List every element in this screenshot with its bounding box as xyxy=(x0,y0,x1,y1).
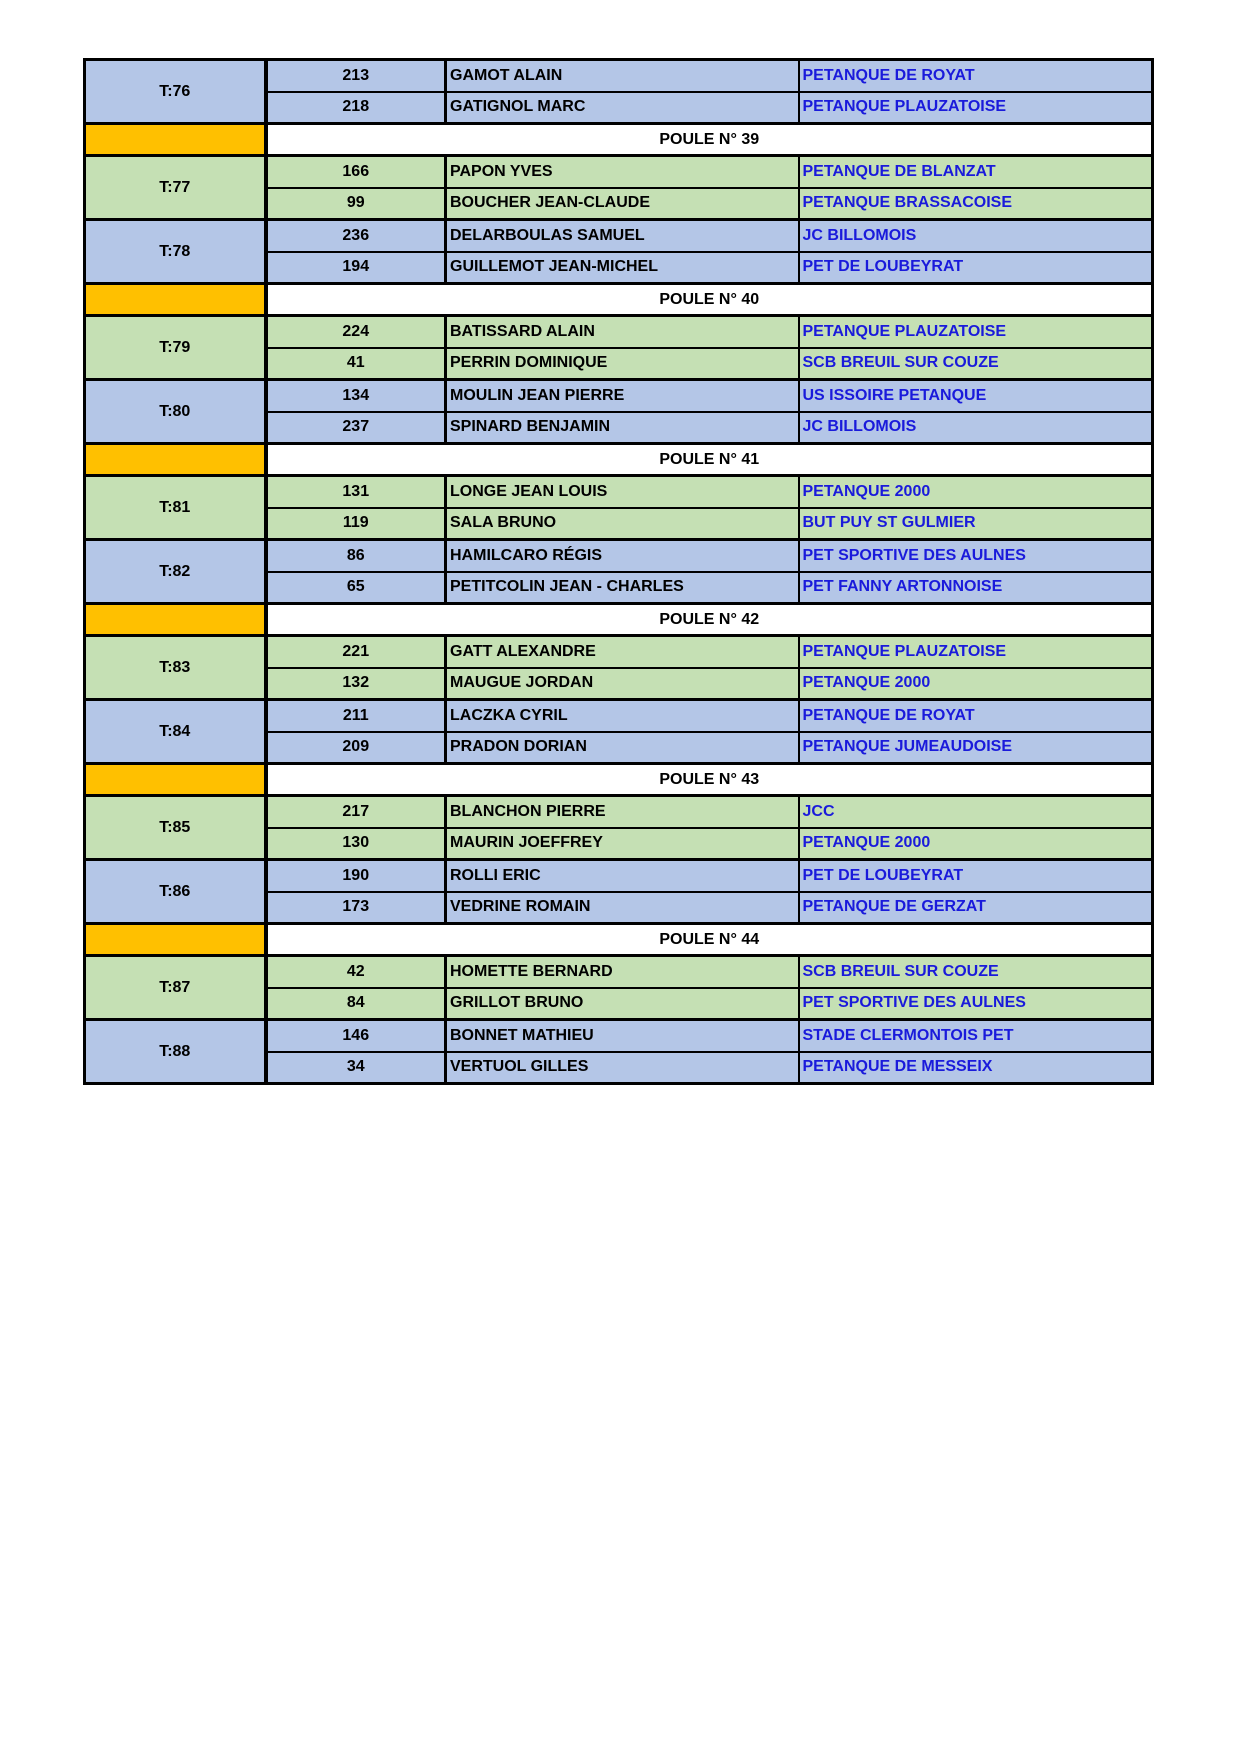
player-number: 166 xyxy=(266,156,446,188)
player-club: PETANQUE PLAUZATOISE xyxy=(799,92,1153,124)
player-club: PETANQUE BRASSACOISE xyxy=(799,188,1153,220)
poule-header-row xyxy=(85,124,1153,156)
player-number: 190 xyxy=(266,860,446,892)
player-number: 209 xyxy=(266,732,446,764)
player-number: 132 xyxy=(266,668,446,700)
player-row xyxy=(85,380,1153,412)
player-name: GAMOT ALAIN xyxy=(446,60,799,92)
player-name: GRILLOT BRUNO xyxy=(446,988,799,1020)
player-row xyxy=(85,316,1153,348)
player-name: PAPON YVES xyxy=(446,156,799,188)
poule-title: POULE N° 39 xyxy=(266,124,1153,156)
poule-header-row xyxy=(85,764,1153,796)
player-row xyxy=(85,860,1153,892)
poule-header-row xyxy=(85,604,1153,636)
player-name: MOULIN JEAN PIERRE xyxy=(446,380,799,412)
player-club: PETANQUE DE MESSEIX xyxy=(799,1052,1153,1084)
player-club: PET FANNY ARTONNOISE xyxy=(799,572,1153,604)
poule-table xyxy=(83,58,1154,1085)
team-label: T:85 xyxy=(85,796,266,860)
player-name: BLANCHON PIERRE xyxy=(446,796,799,828)
player-number: 42 xyxy=(266,956,446,988)
player-name: BONNET MATHIEU xyxy=(446,1020,799,1052)
player-club: PETANQUE DE GERZAT xyxy=(799,892,1153,924)
player-name: VEDRINE ROMAIN xyxy=(446,892,799,924)
poule-title: POULE N° 42 xyxy=(266,604,1153,636)
team-label: T:87 xyxy=(85,956,266,1020)
poule-title: POULE N° 40 xyxy=(266,284,1153,316)
team-label: T:83 xyxy=(85,636,266,700)
team-label: T:86 xyxy=(85,860,266,924)
player-club: PET SPORTIVE DES AULNES xyxy=(799,540,1153,572)
player-name: HOMETTE BERNARD xyxy=(446,956,799,988)
player-number: 146 xyxy=(266,1020,446,1052)
player-number: 236 xyxy=(266,220,446,252)
player-number: 211 xyxy=(266,700,446,732)
poule-title: POULE N° 41 xyxy=(266,444,1153,476)
player-club: PET SPORTIVE DES AULNES xyxy=(799,988,1153,1020)
poule-title: POULE N° 44 xyxy=(266,924,1153,956)
team-label: T:79 xyxy=(85,316,266,380)
player-club: SCB BREUIL SUR COUZE xyxy=(799,348,1153,380)
player-number: 217 xyxy=(266,796,446,828)
player-number: 224 xyxy=(266,316,446,348)
team-label: T:82 xyxy=(85,540,266,604)
player-row xyxy=(85,60,1153,92)
player-name: ROLLI ERIC xyxy=(446,860,799,892)
poule-marker xyxy=(85,124,266,156)
team-label: T:80 xyxy=(85,380,266,444)
player-row xyxy=(85,156,1153,188)
poule-marker xyxy=(85,444,266,476)
player-club: PETANQUE 2000 xyxy=(799,668,1153,700)
player-number: 134 xyxy=(266,380,446,412)
player-number: 221 xyxy=(266,636,446,668)
player-club: PETANQUE 2000 xyxy=(799,476,1153,508)
player-club: PETANQUE JUMEAUDOISE xyxy=(799,732,1153,764)
player-club: PETANQUE DE BLANZAT xyxy=(799,156,1153,188)
poule-marker xyxy=(85,764,266,796)
player-name: SALA BRUNO xyxy=(446,508,799,540)
team-label: T:81 xyxy=(85,476,266,540)
player-club: PET DE LOUBEYRAT xyxy=(799,252,1153,284)
team-label: T:78 xyxy=(85,220,266,284)
player-name: BATISSARD ALAIN xyxy=(446,316,799,348)
player-club: PETANQUE DE ROYAT xyxy=(799,700,1153,732)
player-name: HAMILCARO RÉGIS xyxy=(446,540,799,572)
player-row xyxy=(85,956,1153,988)
player-number: 131 xyxy=(266,476,446,508)
player-name: DELARBOULAS SAMUEL xyxy=(446,220,799,252)
player-number: 130 xyxy=(266,828,446,860)
player-name: GUILLEMOT JEAN-MICHEL xyxy=(446,252,799,284)
player-name: PRADON DORIAN xyxy=(446,732,799,764)
player-club: JC BILLOMOIS xyxy=(799,220,1153,252)
player-name: GATIGNOL MARC xyxy=(446,92,799,124)
player-number: 237 xyxy=(266,412,446,444)
player-number: 65 xyxy=(266,572,446,604)
player-row xyxy=(85,1020,1153,1052)
player-club: PETANQUE 2000 xyxy=(799,828,1153,860)
player-club: STADE CLERMONTOIS PET xyxy=(799,1020,1153,1052)
team-label: T:88 xyxy=(85,1020,266,1084)
draw-sheet xyxy=(83,58,1151,1085)
poule-title: POULE N° 43 xyxy=(266,764,1153,796)
poule-header-row xyxy=(85,284,1153,316)
player-number: 194 xyxy=(266,252,446,284)
player-club: PET DE LOUBEYRAT xyxy=(799,860,1153,892)
player-number: 119 xyxy=(266,508,446,540)
player-number: 41 xyxy=(266,348,446,380)
poule-marker xyxy=(85,604,266,636)
player-club: PETANQUE DE ROYAT xyxy=(799,60,1153,92)
player-name: VERTUOL GILLES xyxy=(446,1052,799,1084)
player-club: US ISSOIRE PETANQUE xyxy=(799,380,1153,412)
player-name: SPINARD BENJAMIN xyxy=(446,412,799,444)
player-club: PETANQUE PLAUZATOISE xyxy=(799,316,1153,348)
player-name: PETITCOLIN JEAN - CHARLES xyxy=(446,572,799,604)
player-number: 86 xyxy=(266,540,446,572)
player-club: JCC xyxy=(799,796,1153,828)
player-name: GATT ALEXANDRE xyxy=(446,636,799,668)
player-club: JC BILLOMOIS xyxy=(799,412,1153,444)
player-row xyxy=(85,220,1153,252)
poule-marker xyxy=(85,924,266,956)
player-name: LONGE JEAN LOUIS xyxy=(446,476,799,508)
player-name: LACZKA CYRIL xyxy=(446,700,799,732)
player-club: PETANQUE PLAUZATOISE xyxy=(799,636,1153,668)
player-row xyxy=(85,540,1153,572)
poule-header-row xyxy=(85,444,1153,476)
player-row xyxy=(85,476,1153,508)
player-number: 84 xyxy=(266,988,446,1020)
team-label: T:84 xyxy=(85,700,266,764)
player-row xyxy=(85,636,1153,668)
player-number: 213 xyxy=(266,60,446,92)
player-number: 218 xyxy=(266,92,446,124)
team-label: T:76 xyxy=(85,60,266,124)
player-name: BOUCHER JEAN-CLAUDE xyxy=(446,188,799,220)
player-number: 173 xyxy=(266,892,446,924)
player-name: PERRIN DOMINIQUE xyxy=(446,348,799,380)
player-number: 34 xyxy=(266,1052,446,1084)
poule-header-row xyxy=(85,924,1153,956)
player-name: MAUGUE JORDAN xyxy=(446,668,799,700)
player-name: MAURIN JOEFFREY xyxy=(446,828,799,860)
player-club: SCB BREUIL SUR COUZE xyxy=(799,956,1153,988)
player-club: BUT PUY ST GULMIER xyxy=(799,508,1153,540)
player-number: 99 xyxy=(266,188,446,220)
poule-marker xyxy=(85,284,266,316)
team-label: T:77 xyxy=(85,156,266,220)
player-row xyxy=(85,796,1153,828)
player-row xyxy=(85,700,1153,732)
